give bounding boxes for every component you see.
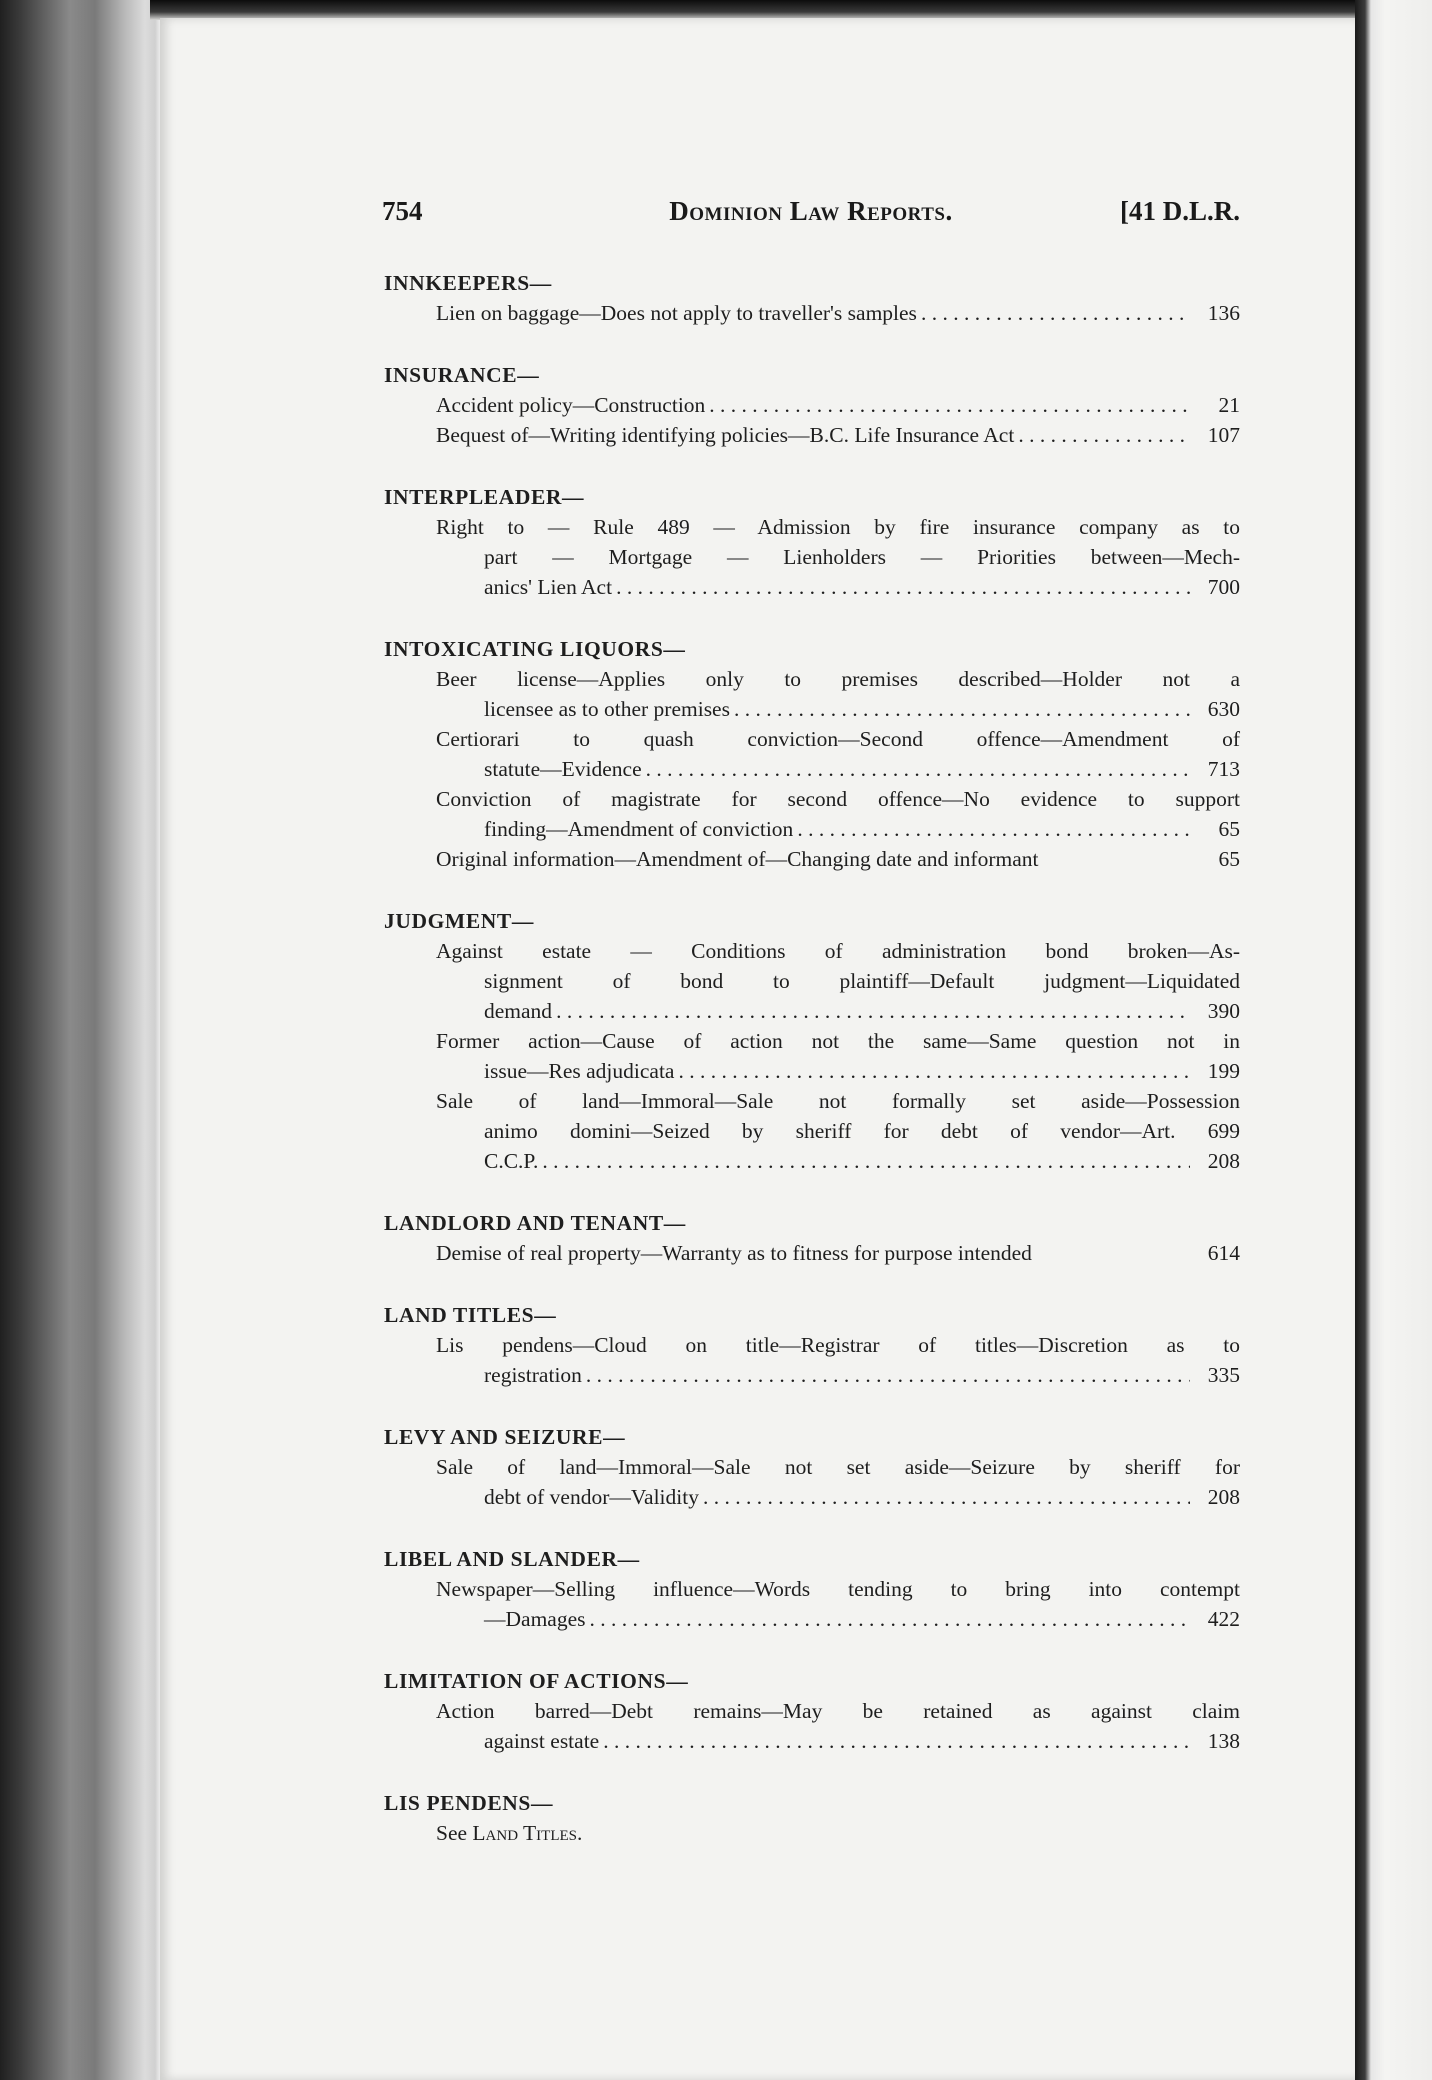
index-entry <box>436 1238 1240 1268</box>
section-heading: INNKEEPERS— <box>384 271 552 295</box>
section-heading: LIS PENDENS— <box>384 1791 554 1815</box>
dot-leader <box>797 814 1190 844</box>
index-content <box>384 268 1240 1880</box>
index-entry <box>436 1696 1240 1756</box>
section-heading: LIMITATION OF ACTIONS— <box>384 1669 689 1693</box>
page-reference: 630 <box>1207 697 1240 721</box>
entry-text: Lien on baggage—Does not apply to traveller's samples <box>436 301 917 325</box>
entry-text: licensee as to other premises <box>484 697 730 721</box>
entry-line: Sale of land—Immoral—Sale not formally set aside—Possession <box>436 1089 1240 1113</box>
entry-last-line <box>436 1238 1240 1268</box>
page-reference: 107 <box>1207 423 1240 447</box>
entry-line: part — Mortgage — Lienholders — Priorities between—Mech- <box>484 545 1240 569</box>
entry-last-line <box>436 1604 1240 1634</box>
entry-last-line <box>436 754 1240 784</box>
index-entry <box>436 936 1240 1026</box>
page-top-edge <box>150 0 1360 20</box>
running-header <box>382 196 1240 236</box>
index-section <box>384 1422 1240 1512</box>
entry-last-line <box>436 390 1240 420</box>
entry-last-line <box>436 1726 1240 1756</box>
entry-last-line <box>436 1146 1240 1176</box>
entry-text: debt of vendor—Validity <box>484 1485 699 1509</box>
cross-reference <box>436 1818 1240 1848</box>
index-section <box>384 1666 1240 1756</box>
dot-leader <box>646 754 1190 784</box>
index-entry <box>436 1026 1240 1086</box>
dot-leader <box>1018 420 1190 450</box>
section-heading: JUDGMENT— <box>384 909 534 933</box>
dot-leader <box>590 1604 1191 1634</box>
index-entry <box>436 664 1240 724</box>
dot-leader <box>586 1360 1190 1390</box>
page-reference: 65 <box>1218 817 1240 841</box>
entry-text: C.C.P. <box>484 1149 539 1173</box>
entry-last-line <box>436 1056 1240 1086</box>
entry-text: —Damages <box>484 1607 586 1631</box>
index-entry <box>436 1574 1240 1634</box>
section-heading: LIBEL AND SLANDER— <box>384 1547 640 1571</box>
page-reference: 335 <box>1207 1363 1240 1387</box>
page-reference: 390 <box>1207 999 1240 1023</box>
section-heading: INTOXICATING LIQUORS— <box>384 637 686 661</box>
index-section <box>384 1300 1240 1390</box>
index-entry <box>436 390 1240 420</box>
dot-leader <box>678 1056 1190 1086</box>
index-section <box>384 906 1240 1176</box>
see-target: Land Titles. <box>472 1821 583 1845</box>
entry-line: Beer license—Applies only to premises described—Holder not a <box>436 667 1240 691</box>
index-section <box>384 634 1240 874</box>
section-heading: INSURANCE— <box>384 363 540 387</box>
dot-leader <box>921 298 1190 328</box>
page-reference: 138 <box>1207 1729 1240 1753</box>
section-heading: LEVY AND SEIZURE— <box>384 1425 626 1449</box>
index-entry <box>436 1452 1240 1512</box>
entry-last-line <box>436 298 1240 328</box>
dot-leader <box>556 996 1190 1026</box>
dot-leader <box>734 694 1190 724</box>
dot-leader <box>703 1482 1190 1512</box>
entry-line: Certiorari to quash conviction—Second offence—Amendment of <box>436 727 1240 751</box>
page-reference: 700 <box>1207 575 1240 599</box>
entry-line: Lis pendens—Cloud on title—Registrar of titles—Discretion as to <box>436 1333 1240 1357</box>
page-reference: 208 <box>1207 1485 1240 1509</box>
entry-line: Newspaper—Selling influence—Words tending to bring into contempt <box>436 1577 1240 1601</box>
index-entry <box>436 512 1240 602</box>
section-heading: INTERPLEADER— <box>384 485 585 509</box>
entry-last-line <box>436 572 1240 602</box>
page-reference: 614 <box>1207 1241 1240 1265</box>
entry-text: demand <box>484 999 553 1023</box>
index-section <box>384 1544 1240 1634</box>
index-entry <box>436 420 1240 450</box>
dot-leader <box>603 1726 1190 1756</box>
entry-text: Bequest of—Writing identifying policies—B.C. Life Insurance Act <box>436 423 1015 447</box>
entry-text: registration <box>484 1363 582 1387</box>
entry-line: Former action—Cause of action not the same—Same question not in <box>436 1029 1240 1053</box>
entry-last-line <box>436 996 1240 1026</box>
index-section <box>384 268 1240 328</box>
entry-line: signment of bond to plaintiff—Default judgment—Liquidated <box>484 969 1240 993</box>
page-reference: 713 <box>1207 757 1240 781</box>
entry-line: animo domini—Seized by sheriff for debt of vendor—Art. 699 <box>484 1119 1240 1143</box>
entry-last-line <box>436 844 1240 874</box>
entry-text: finding—Amendment of conviction <box>484 817 794 841</box>
page-number: 754 <box>382 196 423 226</box>
page-reference: 208 <box>1207 1149 1240 1173</box>
dot-leader <box>616 572 1190 602</box>
entry-last-line <box>436 814 1240 844</box>
entry-text: Original information—Amendment of—Changing date and informant <box>436 847 1039 871</box>
entry-line: Conviction of magistrate for second offence—No evidence to support <box>436 787 1240 811</box>
page-reference: 21 <box>1218 393 1240 417</box>
section-heading: LANDLORD AND TENANT— <box>384 1211 686 1235</box>
entry-last-line <box>436 694 1240 724</box>
volume-reference: [41 D.L.R. <box>1120 196 1240 226</box>
index-section <box>384 482 1240 602</box>
entry-last-line <box>436 1360 1240 1390</box>
page-reference: 422 <box>1207 1607 1240 1631</box>
dot-leader <box>709 390 1190 420</box>
page-reference: 136 <box>1207 301 1240 325</box>
entry-text: Demise of real property—Warranty as to fitness for purpose intended <box>436 1241 1032 1265</box>
page-reference: 199 <box>1207 1059 1240 1083</box>
index-section <box>384 360 1240 450</box>
index-entry <box>436 1330 1240 1390</box>
facing-page-edge <box>1355 0 1432 2080</box>
entry-line: Sale of land—Immoral—Sale not set aside—Seizure by sheriff for <box>436 1455 1240 1479</box>
index-section <box>384 1208 1240 1268</box>
index-entry <box>436 724 1240 784</box>
entry-text: anics' Lien Act <box>484 575 613 599</box>
entry-line: Action barred—Debt remains—May be retained as against claim <box>436 1699 1240 1723</box>
entry-text: issue—Res adjudicata <box>484 1059 675 1083</box>
index-entry <box>436 1086 1240 1176</box>
index-section <box>384 1788 1240 1848</box>
entry-text: Accident policy—Construction <box>436 393 706 417</box>
entry-line: Right to — Rule 489 — Admission by fire insurance company as to <box>436 515 1240 539</box>
see-prefix: See <box>436 1821 468 1845</box>
entry-text: against estate <box>484 1729 600 1753</box>
index-entry <box>436 784 1240 844</box>
page-reference: 65 <box>1218 847 1240 871</box>
entry-last-line <box>436 420 1240 450</box>
entry-line: Against estate — Conditions of administration bond broken—As- <box>436 939 1240 963</box>
index-entry <box>436 298 1240 328</box>
entry-last-line <box>436 1482 1240 1512</box>
journal-title: Dominion Law Reports. <box>669 196 953 226</box>
section-heading: LAND TITLES— <box>384 1303 557 1327</box>
entry-text: statute—Evidence <box>484 757 642 781</box>
index-entry <box>436 844 1240 874</box>
dot-leader <box>542 1146 1190 1176</box>
